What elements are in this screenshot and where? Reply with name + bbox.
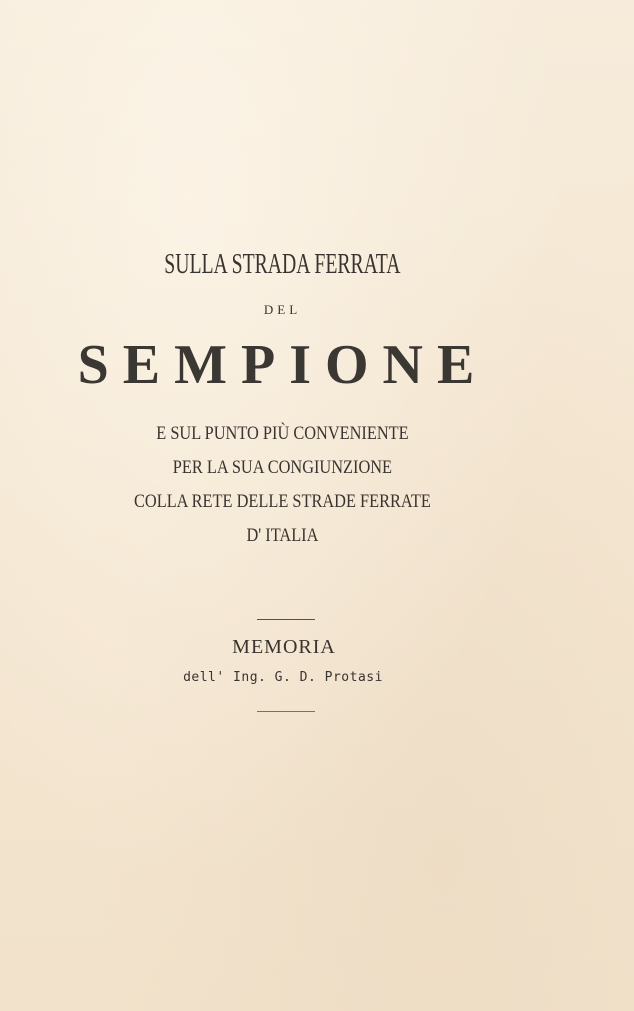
subtitle-line-1: E SUL PUNTO PIÙ CONVENIENTE xyxy=(156,423,409,444)
divider-rule-bottom xyxy=(257,711,315,712)
subtitle-line-4: D' ITALIA xyxy=(246,525,319,546)
author-line: dell' Ing. G. D. Protasi xyxy=(183,670,383,685)
main-title: SEMPIONE xyxy=(77,334,489,396)
subtitle-line-3: COLLA RETE DELLE STRADE FERRATE xyxy=(134,491,431,512)
genre-label: MEMORIA xyxy=(232,636,336,658)
title-line-2: DEL xyxy=(263,302,302,317)
title-line-1: SULLA STRADA FERRATA xyxy=(164,248,401,280)
subtitle-line-2: PER LA SUA CONGIUNZIONE xyxy=(172,457,393,478)
divider-rule xyxy=(257,619,315,620)
